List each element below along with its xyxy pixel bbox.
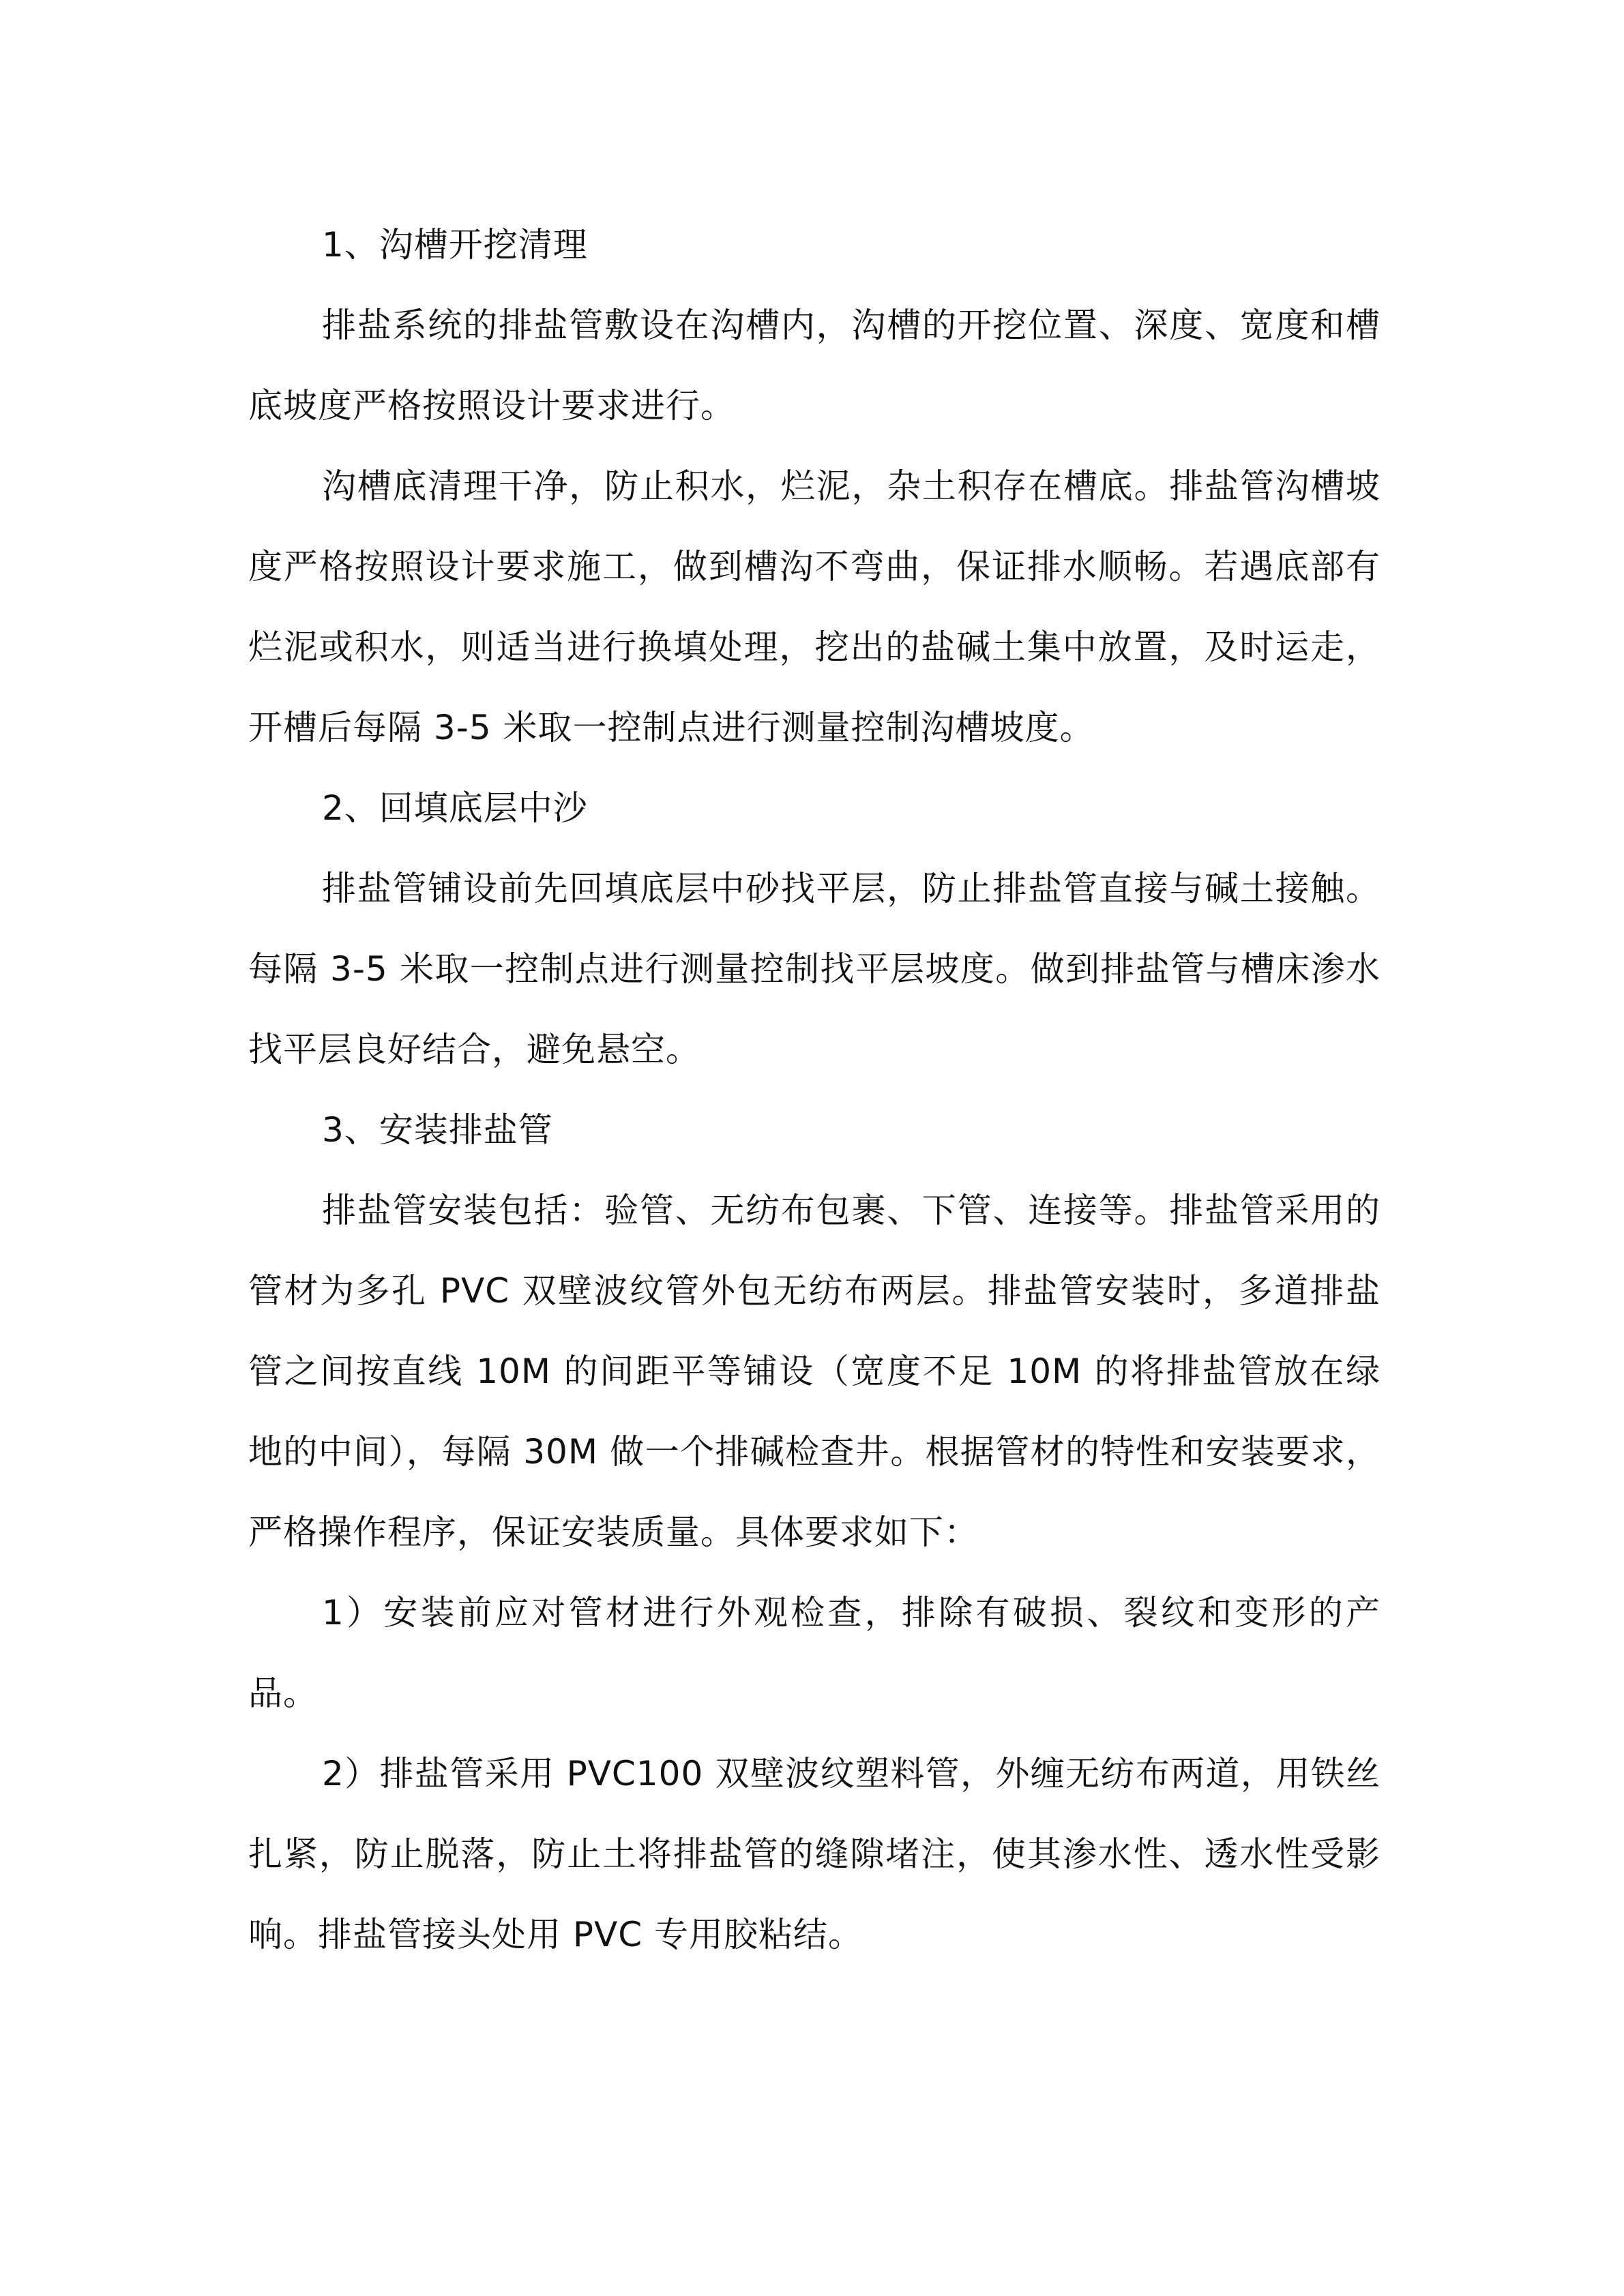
paragraph-trench-design: 排盐系统的排盐管敷设在沟槽内，沟槽的开挖位置、深度、宽度和槽底坡度严格按照设计要求进行。 xyxy=(248,305,1381,426)
paragraph-trench-cleaning: 沟槽底清理干净，防止积水，烂泥，杂土积存在槽底。排盐管沟槽坡度严格按照设计要求施工，做到槽沟不弯曲，保证排水顺畅。若遇底部有烂泥或积水，则适当进行换填处理，挖出的盐碱土集中放置，及时运走，开槽后每隔 3-5 米取一控制点进行测量控制沟槽坡度。 xyxy=(248,466,1381,747)
heading-trench-excavation: 1、沟槽开挖清理 xyxy=(322,225,588,265)
list-item-pvc-pipe: 2）排盐管采用 PVC100 双壁波纹塑料管，外缠无纺布两道，用铁丝扎紧，防止脱落，防止土将排盐管的缝隙堵注，使其渗水性、透水性受影响。排盐管接头处用 PVC 专用胶粘结。 xyxy=(248,1754,1381,1954)
heading-backfill-sand: 2、回填底层中沙 xyxy=(322,788,588,828)
paragraph-install-pipe: 排盐管安装包括：验管、无纺布包裹、下管、连接等。排盐管采用的管材为多孔 PVC 双壁波纹管外包无纺布两层。排盐管安装时，多道排盐管之间按直线 10M 的间距平等铺设（宽度不足 10M 的将排盐管放在绿地的中间），每隔 30M 做一个排碱检查井。根据管材的特性和安装要求，严格操作程序，保证安装质量。具体要求如下： xyxy=(248,1191,1381,1552)
heading-install-pipe: 3、安装排盐管 xyxy=(322,1110,553,1150)
document-body xyxy=(248,205,1381,1975)
list-item-inspection: 1）安装前应对管材进行外观检查，排除有破损、裂纹和变形的产品。 xyxy=(248,1593,1381,1713)
paragraph-backfill-sand: 排盐管铺设前先回填底层中砂找平层，防止排盐管直接与碱土接触。每隔 3-5 米取一控制点进行测量控制找平层坡度。做到排盐管与槽床渗水找平层良好结合，避免悬空。 xyxy=(248,869,1381,1069)
